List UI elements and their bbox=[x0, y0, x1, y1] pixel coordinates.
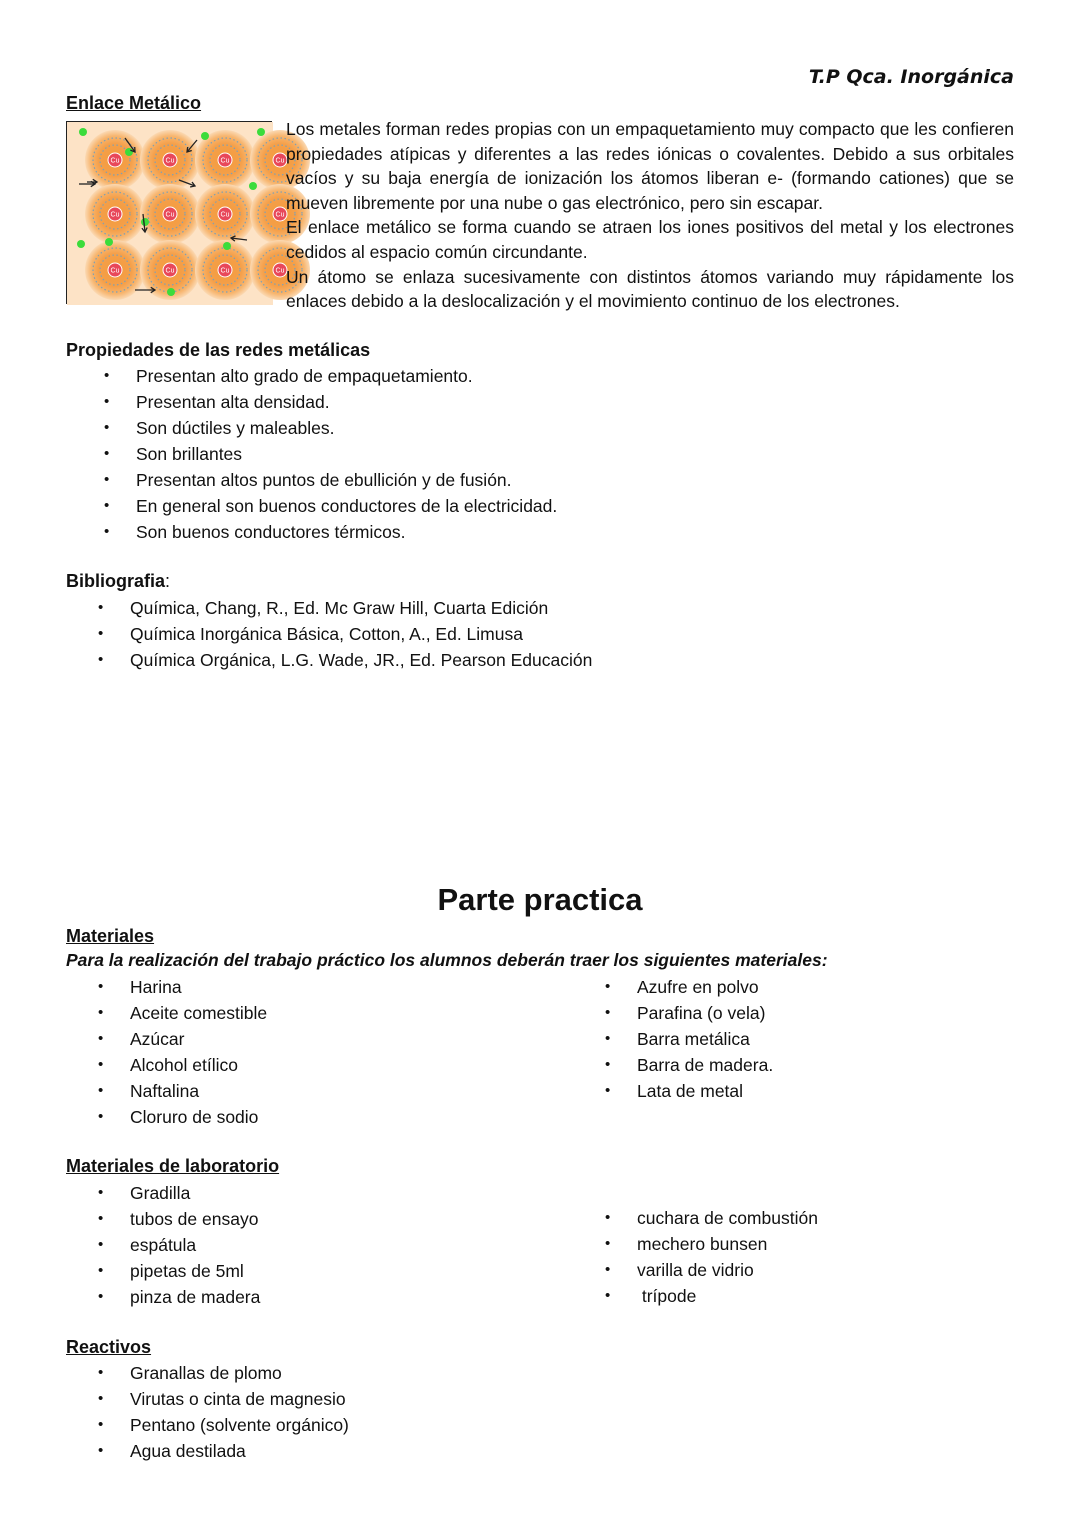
list-item: • Azufre en polvo bbox=[605, 974, 773, 1000]
list-item: • Presentan alto grado de empaquetamiento. bbox=[104, 363, 557, 389]
list-item: • Alcohol etílico bbox=[98, 1052, 267, 1078]
free-electron bbox=[141, 218, 149, 226]
bullet-icon: • bbox=[104, 393, 110, 410]
list-item: • Cloruro de sodio bbox=[98, 1104, 267, 1130]
list-item: • Aceite comestible bbox=[98, 1000, 267, 1026]
bullet-icon: • bbox=[98, 978, 104, 995]
materiales-heading: Materiales bbox=[66, 926, 155, 946]
parte-practica-title: Parte practica bbox=[437, 882, 643, 917]
enlace-text bbox=[286, 117, 1014, 314]
bullet-icon: • bbox=[605, 1030, 611, 1047]
reactivos-list bbox=[98, 1360, 349, 1464]
list-item: • varilla de vidrio bbox=[605, 1257, 818, 1283]
list-item: • Virutas o cinta de magnesio bbox=[98, 1386, 349, 1412]
list-item: • Son buenos conductores térmicos. bbox=[104, 519, 557, 545]
list-item: • Barra de madera. bbox=[605, 1052, 773, 1078]
bullet-icon: • bbox=[98, 1416, 104, 1433]
list-item: • mechero bunsen bbox=[605, 1231, 818, 1257]
list-item: • pinza de madera bbox=[98, 1284, 260, 1310]
atom-label: Cu bbox=[165, 211, 175, 219]
bullet-icon: • bbox=[98, 1030, 104, 1047]
metallic-bond-illustration bbox=[66, 121, 285, 304]
laboratorio-heading: Materiales de laboratorio bbox=[66, 1156, 280, 1176]
bullet-icon: • bbox=[98, 625, 104, 642]
atom-label: Cu bbox=[275, 211, 285, 219]
propiedades-list bbox=[104, 363, 557, 545]
bullet-icon: • bbox=[605, 1082, 611, 1099]
enlace-paragraph-1: Los metales forman redes propias con un empaquetamiento muy compacto que les confieren propiedades atípicas y diferentes a las redes iónicas o covalentes. Debido a sus orbitales vacíos y su baja energía de ionización los átomos liberan e- (formando cationes) que se mueven libremente por una nube o gas electrónico, pero sin escapar. bbox=[286, 119, 1014, 213]
free-electron bbox=[77, 240, 85, 248]
free-electron bbox=[125, 148, 133, 156]
list-item: • Química, Chang, R., Ed. Mc Graw Hill, Cuarta Edición bbox=[98, 595, 592, 621]
list-item: • Química Orgánica, L.G. Wade, JR., Ed. Pearson Educación bbox=[98, 647, 592, 673]
free-electron bbox=[249, 182, 257, 190]
list-item: • Presentan altos puntos de ebullición y de fusión. bbox=[104, 467, 557, 493]
bullet-icon: • bbox=[98, 1390, 104, 1407]
copper-atom bbox=[85, 184, 145, 244]
bullet-icon: • bbox=[104, 497, 110, 514]
list-item: • trípode bbox=[605, 1283, 818, 1309]
bullet-icon: • bbox=[605, 1261, 611, 1278]
copper-atom bbox=[85, 130, 145, 190]
free-electron bbox=[223, 242, 231, 250]
enlace-heading: Enlace Metálico bbox=[66, 93, 202, 113]
bullet-icon: • bbox=[98, 599, 104, 616]
atom-label: Cu bbox=[110, 157, 120, 165]
list-item: • Química Inorgánica Básica, Cotton, A., Ed. Limusa bbox=[98, 621, 592, 647]
enlace-paragraph-2: El enlace metálico se forma cuando se atraen los iones positivos del metal y los electrones cedidos al espacio común circundante. bbox=[286, 217, 1014, 262]
bullet-icon: • bbox=[98, 1056, 104, 1073]
list-item: • En general son buenos conductores de la electricidad. bbox=[104, 493, 557, 519]
bullet-icon: • bbox=[98, 1262, 104, 1279]
free-electron bbox=[105, 238, 113, 246]
bullet-icon: • bbox=[98, 1236, 104, 1253]
bullet-icon: • bbox=[98, 1364, 104, 1381]
bullet-icon: • bbox=[605, 1209, 611, 1226]
copper-atom bbox=[85, 240, 145, 300]
list-item: • Azúcar bbox=[98, 1026, 267, 1052]
atom-label: Cu bbox=[275, 157, 285, 165]
atom-label: Cu bbox=[275, 267, 285, 275]
list-item: • Gradilla bbox=[98, 1180, 260, 1206]
laboratorio-list-left bbox=[98, 1180, 260, 1310]
bullet-icon: • bbox=[104, 445, 110, 462]
bullet-icon: • bbox=[605, 1004, 611, 1021]
metallic-lattice-diagram bbox=[67, 122, 285, 305]
bullet-icon: • bbox=[104, 471, 110, 488]
bullet-icon: • bbox=[104, 523, 110, 540]
free-electron bbox=[257, 128, 265, 136]
list-item: • Son dúctiles y maleables. bbox=[104, 415, 557, 441]
list-item: • cuchara de combustión bbox=[605, 1205, 818, 1231]
materiales-intro: Para la realización del trabajo práctico los alumnos deberán traer los siguientes materiales: bbox=[66, 950, 828, 970]
atom-label: Cu bbox=[220, 267, 230, 275]
atom-label: Cu bbox=[110, 211, 120, 219]
materiales-list-left bbox=[98, 974, 267, 1130]
bullet-icon: • bbox=[98, 1004, 104, 1021]
enlace-paragraph-3: Un átomo se enlaza sucesivamente con distintos átomos variando muy rápidamente los enlaces debido a la deslocalización y el movimiento continuo de los electrones. bbox=[286, 266, 1014, 312]
laboratorio-list-right bbox=[605, 1205, 818, 1309]
propiedades-heading: Propiedades de las redes metálicas bbox=[66, 340, 371, 360]
atom-label: Cu bbox=[110, 267, 120, 275]
free-electron bbox=[201, 132, 209, 140]
list-item: • Parafina (o vela) bbox=[605, 1000, 773, 1026]
bullet-icon: • bbox=[104, 367, 110, 384]
list-item: • Son brillantes bbox=[104, 441, 557, 467]
bullet-icon: • bbox=[605, 1056, 611, 1073]
bullet-icon: • bbox=[98, 1082, 104, 1099]
bullet-icon: • bbox=[98, 1288, 104, 1305]
atom-label: Cu bbox=[165, 267, 175, 275]
list-item: • Granallas de plomo bbox=[98, 1360, 349, 1386]
bullet-icon: • bbox=[98, 1184, 104, 1201]
list-item: • tubos de ensayo bbox=[98, 1206, 260, 1232]
bullet-icon: • bbox=[98, 651, 104, 668]
list-item: • Agua destilada bbox=[98, 1438, 349, 1464]
bullet-icon: • bbox=[605, 978, 611, 995]
bullet-icon: • bbox=[98, 1108, 104, 1125]
copper-atom bbox=[195, 184, 255, 244]
bibliografia-heading: Bibliografia: bbox=[66, 571, 171, 591]
list-item: • Naftalina bbox=[98, 1078, 267, 1104]
atom-label: Cu bbox=[220, 157, 230, 165]
bullet-icon: • bbox=[605, 1287, 611, 1304]
list-item: • Harina bbox=[98, 974, 267, 1000]
list-item: • espátula bbox=[98, 1232, 260, 1258]
free-electron bbox=[167, 288, 175, 296]
reactivos-heading: Reactivos bbox=[66, 1337, 152, 1357]
document-header: T.P Qca. Inorgánica bbox=[808, 66, 1014, 88]
list-item: • pipetas de 5ml bbox=[98, 1258, 260, 1284]
list-item: • Presentan alta densidad. bbox=[104, 389, 557, 415]
atom-label: Cu bbox=[165, 157, 175, 165]
copper-atom bbox=[140, 184, 200, 244]
bibliografia-list bbox=[98, 595, 592, 673]
list-item: • Lata de metal bbox=[605, 1078, 773, 1104]
copper-atom bbox=[140, 130, 200, 190]
bullet-icon: • bbox=[98, 1442, 104, 1459]
list-item: • Pentano (solvente orgánico) bbox=[98, 1412, 349, 1438]
bullet-icon: • bbox=[104, 419, 110, 436]
free-electron bbox=[79, 128, 87, 136]
atom-label: Cu bbox=[220, 211, 230, 219]
bullet-icon: • bbox=[605, 1235, 611, 1252]
materiales-list-right bbox=[605, 974, 773, 1104]
list-item: • Barra metálica bbox=[605, 1026, 773, 1052]
bullet-icon: • bbox=[98, 1210, 104, 1227]
